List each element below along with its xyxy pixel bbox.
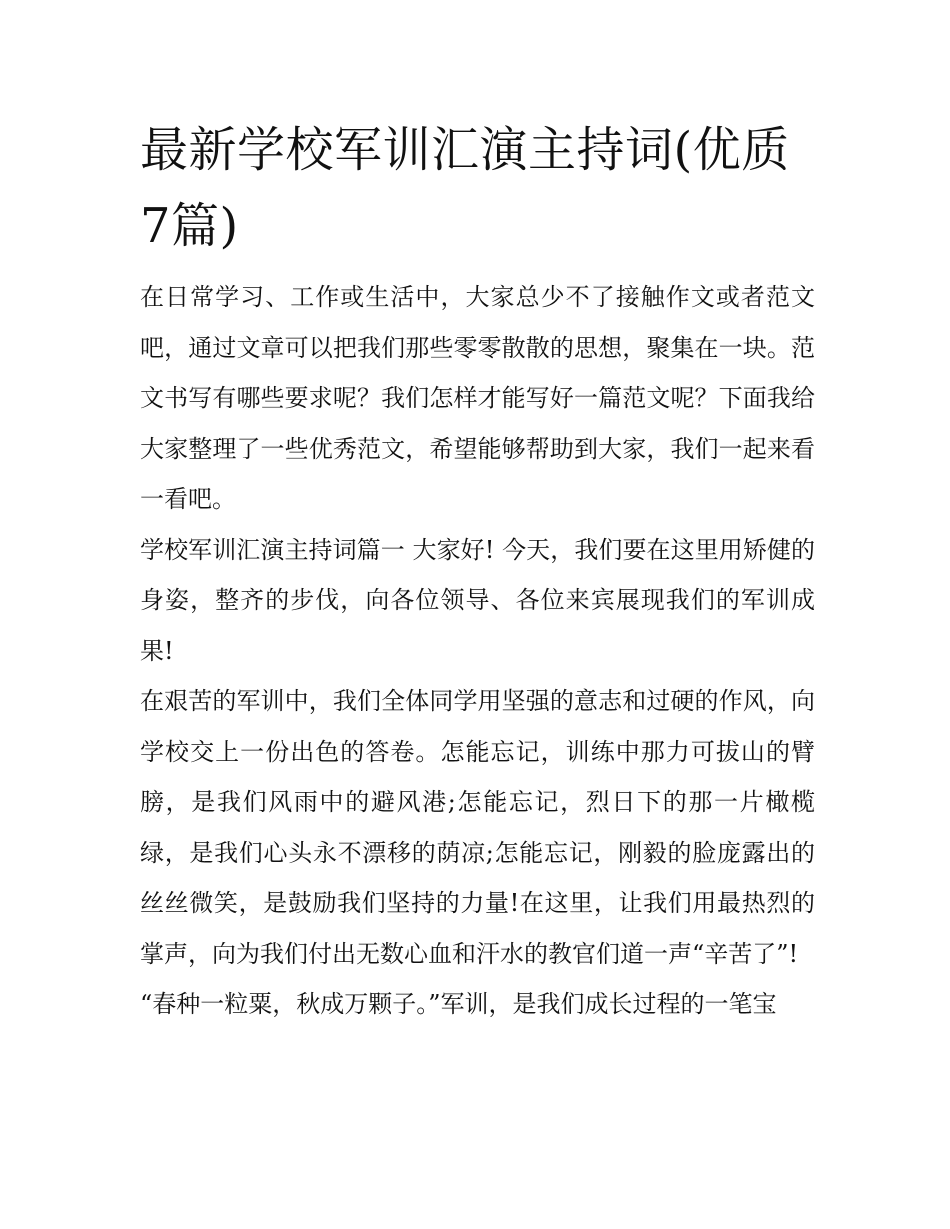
paragraph-greeting: 学校军训汇演主持词篇一 大家好! 今天，我们要在这里用矫健的身姿，整齐的步伐，向各位领导、各位来宾展现我们的军训成果! xyxy=(140,535,815,665)
paragraph-intro: 在日常学习、工作或生活中，大家总少不了接触作文或者范文吧，通过文章可以把我们那些零零散散的思想，聚集在一块。范文书写有哪些要求呢？我们怎样才能写好一篇范文呢？下面我给大家整理了一些优秀范文，希望能够帮助到大家，我们一起来看一看吧。 xyxy=(140,283,815,513)
paragraph-training: 在艰苦的军训中，我们全体同学用坚强的意志和过硬的作风，向学校交上一份出色的答卷。怎能忘记，训练中那力可拔山的臂膀，是我们风雨中的避风港;怎能忘记，烈日下的那一片橄榄绿，是我们心头永不漂移的荫凉;怎能忘记，刚毅的脸庞露出的丝丝微笑，是鼓励我们坚持的力量!在这里，让我们用最热烈的掌声，向为我们付出无数心血和汗水的教官们道一声“辛苦了”! xyxy=(140,687,815,968)
document-title: 最新学校军训汇演主持词(优质7篇) xyxy=(140,122,790,254)
document-body xyxy=(140,112,815,1030)
paragraph-quote: “春种一粒粟，秋成万颗子。”军训，是我们成长过程的一笔宝 xyxy=(140,990,777,1018)
